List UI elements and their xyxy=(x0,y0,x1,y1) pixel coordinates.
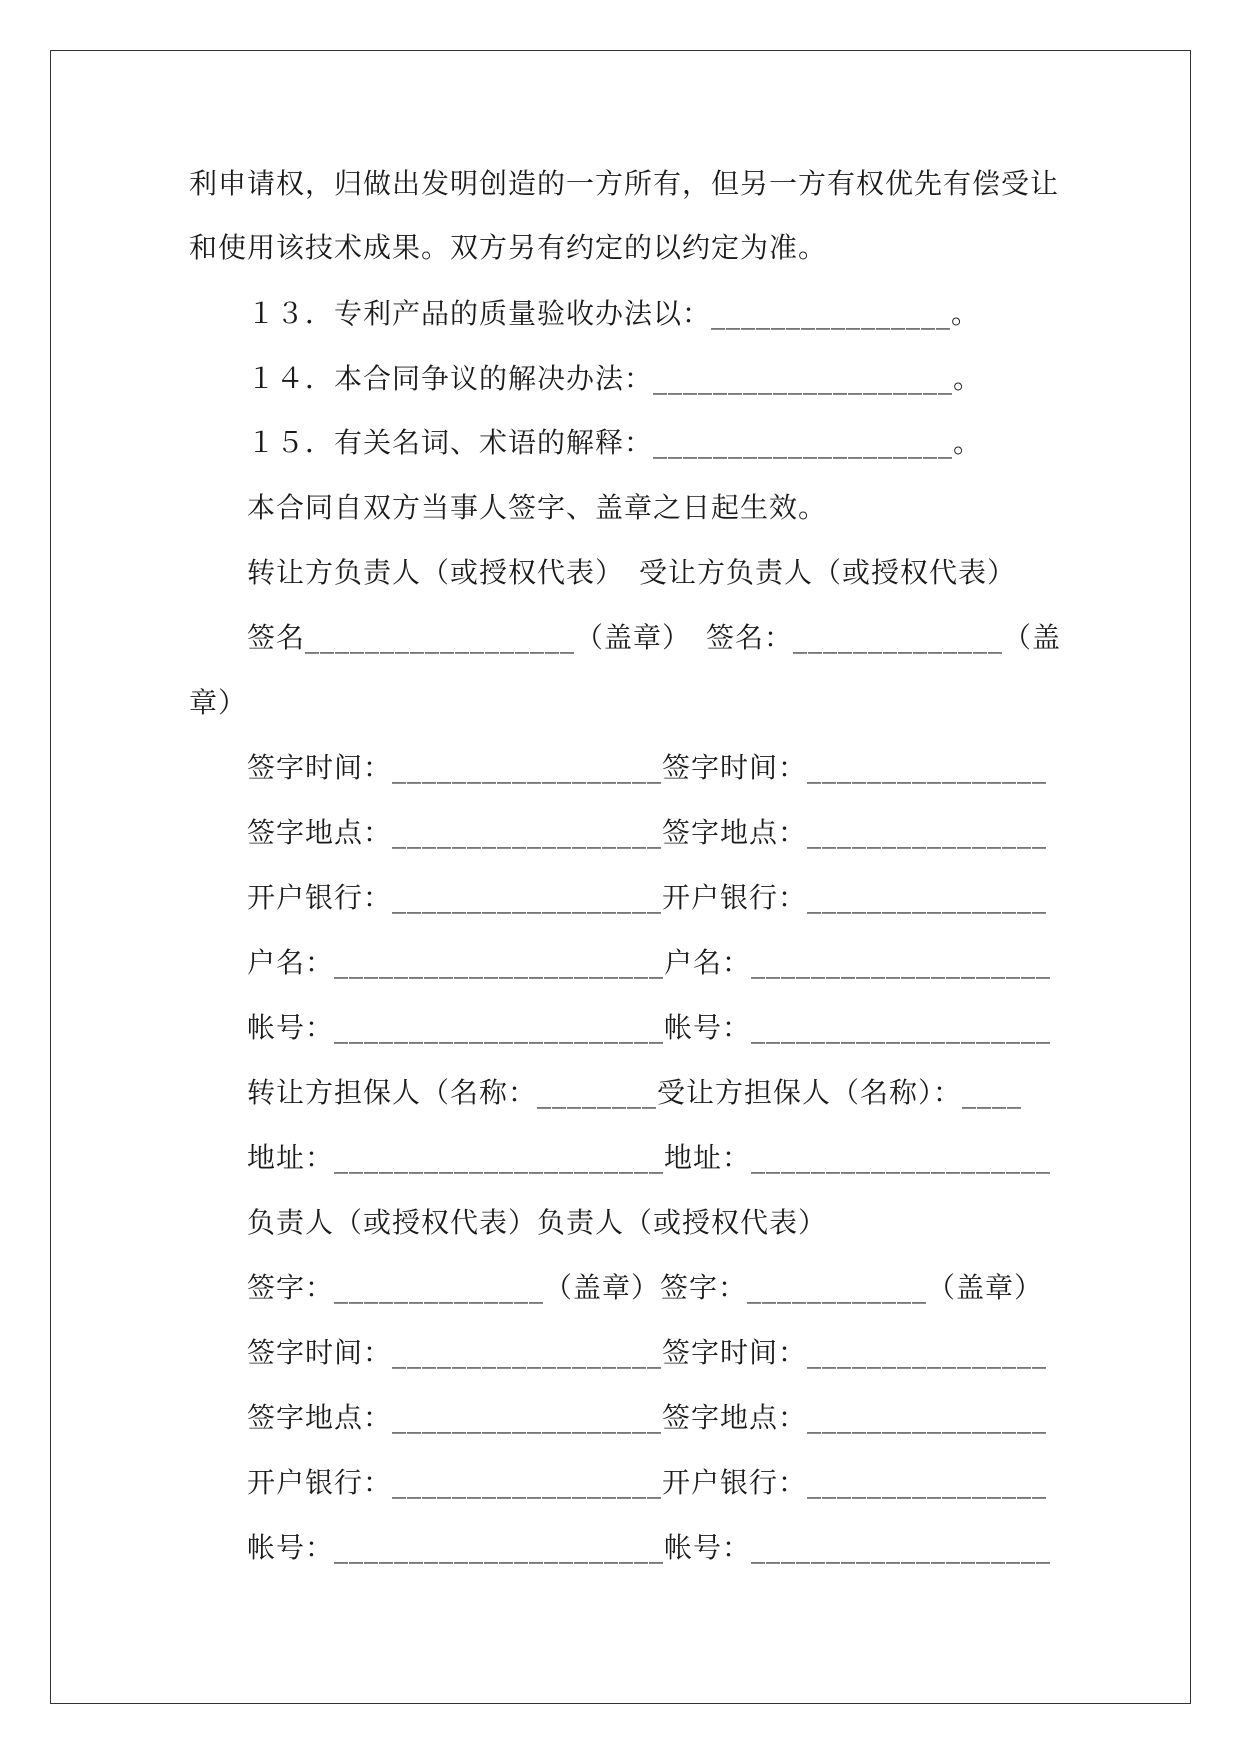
guarantor-signature-line: 签字：______________（盖章）签字：____________（盖章） xyxy=(247,1271,1044,1304)
sign-time-line: 签字时间：__________________签字时间：________________ xyxy=(247,751,1048,784)
guarantor-representative-line: 负责人（或授权代表）负责人（或授权代表） xyxy=(247,1206,828,1239)
body-text-line: 和使用该技术成果。双方另有约定的以约定为准。 xyxy=(189,231,828,264)
signatory-headings: 转让方负责人（或授权代表） 受让方负责人（或授权代表） xyxy=(247,556,1017,589)
signature-line: 签名__________________（盖章） 签名：______________（盖 xyxy=(247,621,1062,654)
bank-line: 开户银行：__________________开户银行：________________ xyxy=(247,881,1048,914)
clause-14: １４．本合同争议的解决办法：____________________。 xyxy=(247,362,983,395)
body-text-line: 利申请权，归做出发明创造的一方所有，但另一方有权优先有偿受让 xyxy=(189,167,1060,200)
guarantor-sign-time-line: 签字时间：__________________签字时间：________________ xyxy=(247,1336,1048,1369)
clause-13: １３．专利产品的质量验收办法以：________________。 xyxy=(247,297,981,330)
signature-line-wrap: 章） xyxy=(189,686,248,719)
guarantor-bank-line: 开户银行：__________________开户银行：________________ xyxy=(247,1466,1048,1499)
guarantor-line: 转让方担保人（名称：________受让方担保人（名称）：____ xyxy=(247,1076,1023,1109)
account-name-line: 户名：______________________户名：____________________ xyxy=(247,946,1052,979)
sign-place-line: 签字地点：__________________签字地点：________________ xyxy=(247,816,1048,849)
guarantor-sign-place-line: 签字地点：__________________签字地点：________________ xyxy=(247,1401,1048,1434)
guarantor-account-line: 帐号：______________________帐号：____________________ xyxy=(247,1531,1052,1564)
account-number-line: 帐号：______________________帐号：____________________ xyxy=(247,1011,1052,1044)
clause-15: １５．有关名词、术语的解释：____________________。 xyxy=(247,426,983,459)
effective-clause: 本合同自双方当事人签字、盖章之日起生效。 xyxy=(247,491,828,524)
address-line: 地址：______________________地址：____________________ xyxy=(247,1141,1052,1174)
